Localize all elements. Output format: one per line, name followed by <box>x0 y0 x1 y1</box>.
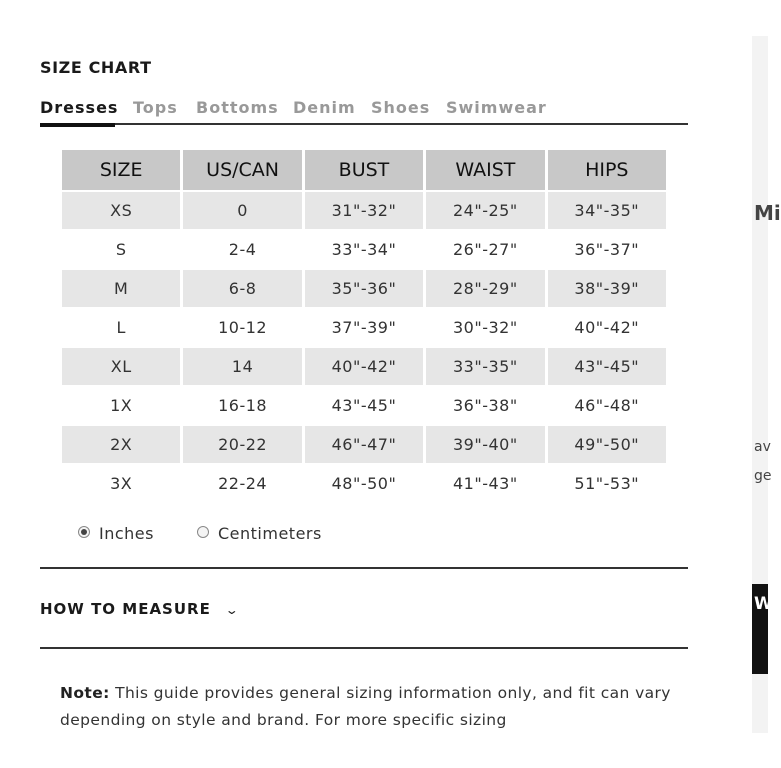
table-row <box>62 348 666 385</box>
cell-waist: 41"-43" <box>453 474 518 493</box>
tabs-divider <box>40 123 688 125</box>
note-text: This guide provides general sizing information only, and fit can vary depending on style and brand. For more specific sizing <box>60 684 671 729</box>
cell-bust: 46"-47" <box>305 426 423 463</box>
cell-size: 1X <box>110 396 133 415</box>
cell-waist: 28"-29" <box>426 270 544 307</box>
column-header-waist: WAIST <box>426 150 544 190</box>
table-row <box>62 192 666 229</box>
background-text-fragment: av <box>754 439 771 455</box>
cell-size: 2X <box>62 426 180 463</box>
table-row <box>62 231 666 268</box>
cell-us-can: 22-24 <box>218 474 268 493</box>
cell-hips: 46"-48" <box>574 396 640 415</box>
category-tabs <box>40 98 688 128</box>
cell-hips: 51"-53" <box>574 474 640 493</box>
background-text-fragment: Mi <box>754 201 781 225</box>
background-text-fragment: ge <box>754 468 772 484</box>
cell-us-can: 2-4 <box>228 240 257 259</box>
unit-option-label: Inches <box>99 524 154 543</box>
cell-waist: 30"-32" <box>453 318 518 337</box>
column-header-size: SIZE <box>62 150 180 190</box>
sizing-note <box>60 680 700 734</box>
cell-size: M <box>62 270 180 307</box>
how-to-measure-label: HOW TO MEASURE <box>40 600 211 618</box>
cell-us-can: 10-12 <box>218 318 268 337</box>
cell-size: 3X <box>110 474 133 493</box>
how-to-measure-toggle[interactable] <box>40 600 241 618</box>
chevron-down-icon: ⌄ <box>224 603 241 617</box>
tab-denim[interactable]: Denim <box>293 98 356 117</box>
cell-bust: 40"-42" <box>305 348 423 385</box>
cell-size: XL <box>62 348 180 385</box>
background-button-text: W <box>754 594 773 614</box>
cell-bust: 33"-34" <box>331 240 397 259</box>
table-row <box>62 465 666 502</box>
unit-option-label: Centimeters <box>218 524 322 543</box>
table-row <box>62 309 666 346</box>
column-header-hips: HIPS <box>548 150 666 190</box>
tab-dresses[interactable]: Dresses <box>40 98 119 117</box>
cell-bust: 35"-36" <box>305 270 423 307</box>
size-chart-title: SIZE CHART <box>40 58 152 77</box>
cell-us-can: 14 <box>183 348 301 385</box>
radio-unchecked-icon[interactable] <box>197 526 209 538</box>
cell-us-can: 6-8 <box>183 270 301 307</box>
table-header-row <box>62 150 666 190</box>
cell-bust: 48"-50" <box>331 474 397 493</box>
note-label: Note: <box>60 684 110 702</box>
cell-hips: 34"-35" <box>548 192 666 229</box>
size-table <box>59 148 669 504</box>
tab-bottoms[interactable]: Bottoms <box>196 98 279 117</box>
table-row <box>62 426 666 463</box>
cell-us-can: 20-22 <box>183 426 301 463</box>
column-header-bust: BUST <box>305 150 423 190</box>
tab-swimwear[interactable]: Swimwear <box>446 98 547 117</box>
cell-waist: 26"-27" <box>453 240 518 259</box>
cell-size: XS <box>62 192 180 229</box>
cell-bust: 31"-32" <box>305 192 423 229</box>
cell-waist: 36"-38" <box>453 396 518 415</box>
tab-shoes[interactable]: Shoes <box>371 98 431 117</box>
cell-hips: 40"-42" <box>574 318 640 337</box>
cell-waist: 24"-25" <box>426 192 544 229</box>
cell-bust: 37"-39" <box>331 318 397 337</box>
cell-hips: 49"-50" <box>548 426 666 463</box>
cell-hips: 43"-45" <box>548 348 666 385</box>
radio-checked-icon[interactable] <box>78 526 90 538</box>
unit-option-inches[interactable] <box>78 524 154 543</box>
cell-us-can: 16-18 <box>218 396 268 415</box>
background-button <box>752 584 773 674</box>
section-divider <box>40 567 688 569</box>
table-row <box>62 270 666 307</box>
cell-size: S <box>115 240 127 259</box>
unit-option-centimeters[interactable] <box>197 524 322 543</box>
table-row <box>62 387 666 424</box>
cell-size: L <box>116 318 126 337</box>
cell-waist: 33"-35" <box>426 348 544 385</box>
section-divider <box>40 647 688 649</box>
cell-hips: 36"-37" <box>574 240 640 259</box>
cell-hips: 38"-39" <box>548 270 666 307</box>
cell-bust: 43"-45" <box>331 396 397 415</box>
cell-waist: 39"-40" <box>426 426 544 463</box>
cell-us-can: 0 <box>183 192 301 229</box>
column-header-us-can: US/CAN <box>183 150 301 190</box>
background-page <box>752 36 781 733</box>
tab-tops[interactable]: Tops <box>133 98 178 117</box>
